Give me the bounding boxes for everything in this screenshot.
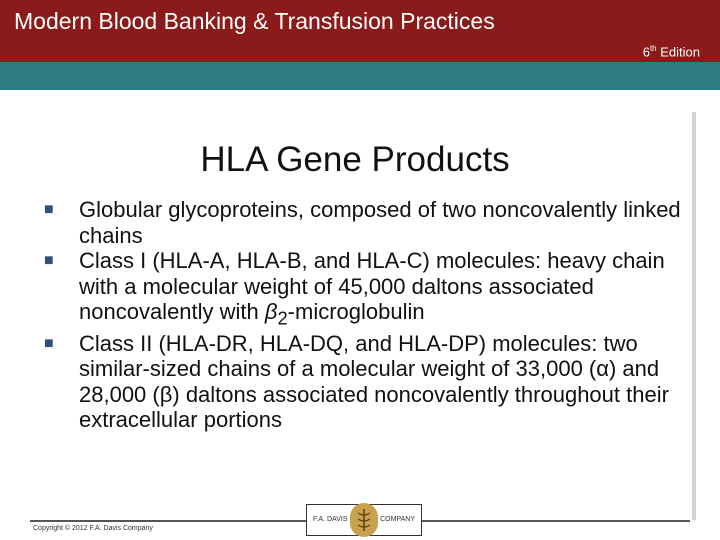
caduceus-icon bbox=[350, 503, 378, 537]
slide-title: HLA Gene Products bbox=[200, 140, 510, 179]
bullet-square-icon: ■ bbox=[44, 252, 54, 269]
logo-text-left: F.A. DAVIS bbox=[313, 516, 348, 523]
edition-word: Edition bbox=[656, 44, 700, 60]
bullet-heading: Class II (HLA-DR, HLA-DQ, and HLA-DP) molecules: bbox=[79, 330, 598, 356]
bullet-item-2 bbox=[44, 248, 704, 331]
beta-symbol: β bbox=[264, 299, 278, 324]
copyright-text: Copyright © 2012 F.A. Davis Company bbox=[33, 525, 153, 532]
accent-band bbox=[0, 62, 720, 90]
publisher-logo bbox=[306, 504, 422, 536]
bullet-text-tail: -microglobulin bbox=[287, 299, 425, 324]
edition-suffix: th bbox=[649, 44, 657, 53]
bullet-square-icon: ■ bbox=[44, 201, 54, 218]
bullet-heading: Class I (HLA-A, HLA-B, and HLA-C) molecules: bbox=[79, 248, 542, 273]
book-title: Modern Blood Banking & Transfusion Practices bbox=[14, 8, 495, 34]
edition-number: 6 bbox=[642, 44, 650, 60]
bullet-text: heavy chain with a molecular weight of 45,000 daltons associated noncovalently with bbox=[79, 248, 665, 324]
logo-text-right: COMPANY bbox=[380, 516, 415, 523]
bullet-item-3 bbox=[44, 331, 704, 433]
bullet-text: Globular glycoproteins, composed of two noncovalently linked chains bbox=[79, 197, 681, 248]
edition-label bbox=[643, 44, 700, 59]
bullet-list bbox=[44, 197, 704, 433]
beta-subscript: 2 bbox=[277, 307, 288, 329]
bullet-text: two similar-sized chains of a molecular weight of 33,000 (α) and 28,000 (β) daltons associated noncovalently throughout their extracellular portions bbox=[79, 330, 669, 433]
bullet-square-icon: ■ bbox=[44, 334, 54, 352]
bullet-item-1 bbox=[44, 197, 704, 248]
